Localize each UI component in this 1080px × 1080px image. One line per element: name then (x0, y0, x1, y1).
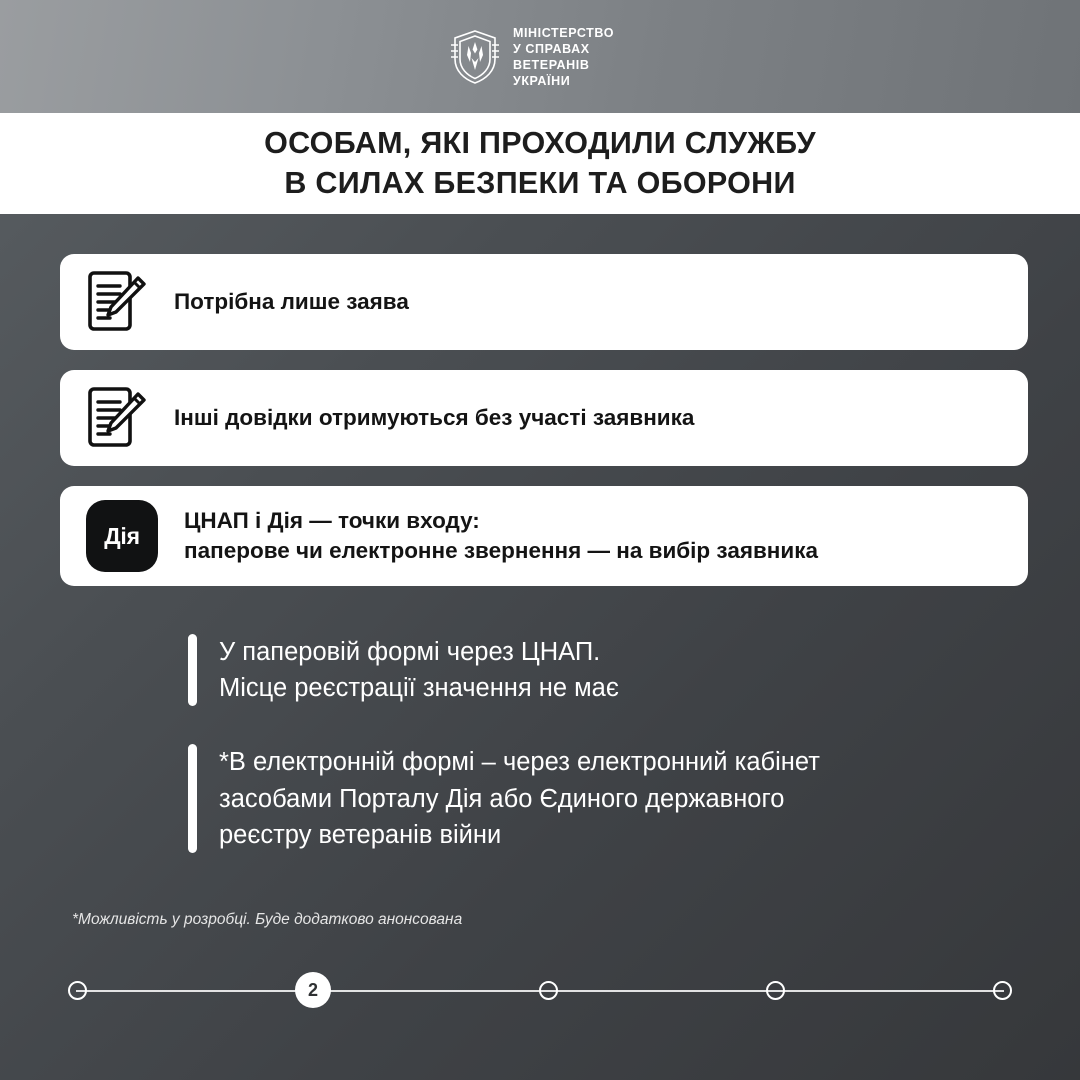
bullet-electronic-form (188, 744, 1020, 853)
progress-step-1[interactable] (68, 981, 87, 1000)
card-list (60, 254, 1028, 586)
ministry-logo (450, 25, 614, 89)
progress-step-2-active[interactable]: 2 (295, 972, 331, 1008)
page-title-line-2: В СИЛАХ БЕЗПЕКИ ТА ОБОРОНИ (284, 165, 796, 200)
bullet-text-line-1: *В електронній формі – через електронний кабінет (219, 748, 820, 777)
bullet-text-line-1: У паперовій формі через ЦНАП. (219, 638, 601, 666)
bullet-bar (188, 634, 197, 706)
logo-line-3: ВЕТЕРАНІВ (512, 57, 590, 72)
bullet-text (219, 744, 820, 853)
bullet-text-line-3: реєстру ветеранів війни (219, 820, 502, 849)
page-title-line-1: ОСОБАМ, ЯКІ ПРОХОДИЛИ СЛУЖБУ (264, 126, 816, 161)
logo-line-4: УКРАЇНИ (512, 73, 571, 88)
ministry-emblem-icon (450, 29, 500, 85)
bullet-text (219, 634, 619, 706)
page-title (264, 124, 816, 202)
progress-steps (68, 972, 1012, 1008)
progress-step-3[interactable] (539, 981, 558, 1000)
card-application-only (60, 254, 1028, 350)
progress-indicator (68, 972, 1012, 1008)
logo-line-2: У СПРАВАХ (512, 41, 590, 56)
card-other-certificates (60, 370, 1028, 466)
card-text-line-1: ЦНАП і Дія — точки входу: (184, 507, 480, 533)
diia-app-icon: Дія (86, 500, 158, 572)
progress-step-4[interactable] (766, 981, 785, 1000)
ministry-logo-text (513, 25, 614, 89)
card-text: Потрібна лише заява (174, 288, 409, 314)
logo-line-1: МІНІСТЕРСТВО (512, 25, 615, 40)
header-band (0, 0, 1080, 113)
card-text (184, 506, 818, 567)
title-strip (0, 113, 1080, 214)
card-text: Інші довідки отримуються без участі заявника (174, 404, 695, 430)
bullet-bar (188, 744, 197, 853)
card-text-line-2: паперове чи електронне звернення — на вибір заявника (184, 538, 818, 563)
document-pencil-icon (86, 386, 148, 450)
bullet-list (188, 634, 1020, 853)
document-pencil-icon (86, 270, 148, 334)
bullet-text-line-2: Місце реєстрації значення не має (219, 674, 619, 703)
progress-step-5[interactable] (993, 981, 1012, 1000)
bullet-text-line-2: засобами Порталу Дія або Єдиного державного (219, 784, 785, 813)
bullet-paper-form (188, 634, 1020, 706)
footnote: *Можливість у розробці. Буде додатково анонсована (72, 911, 463, 929)
card-entry-points (60, 486, 1028, 586)
